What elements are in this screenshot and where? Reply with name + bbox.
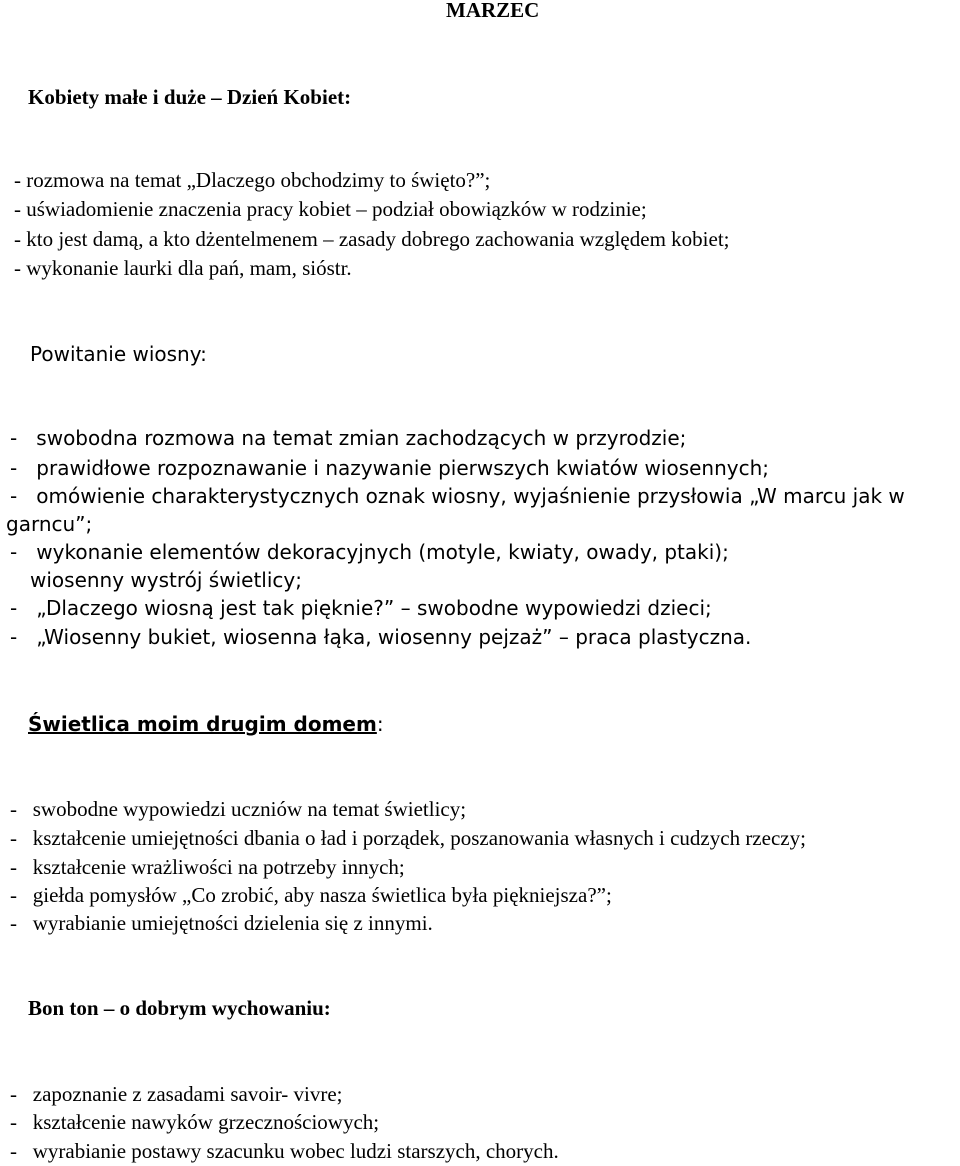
section-heading-powitanie-wiosny: Powitanie wiosny: (30, 342, 207, 366)
section-heading-colon: : (376, 712, 384, 736)
list-item-continuation: garncu”; (6, 512, 93, 536)
list-item: - zapoznanie z zasadami savoir- vivre; (10, 1082, 343, 1106)
list-item: - kształcenie nawyków grzecznościowych; (10, 1110, 380, 1134)
section-heading-swietlica (28, 712, 384, 736)
list-item: - swobodne wypowiedzi uczniów na temat świetlicy; (10, 797, 467, 821)
list-item: - prawidłowe rozpoznawanie i nazywanie pierwszych kwiatów wiosennych; (10, 456, 770, 480)
list-item: - omówienie charakterystycznych oznak wiosny, wyjaśnienie przysłowia „W marcu jak w (10, 484, 905, 508)
list-item: - wykonanie laurki dla pań, mam, sióstr. (14, 256, 352, 280)
list-item: - wyrabianie postawy szacunku wobec ludzi starszych, chorych. (10, 1139, 559, 1163)
list-item: - uświadomienie znaczenia pracy kobiet – podział obowiązków w rodzinie; (14, 197, 647, 221)
list-item: - swobodna rozmowa na temat zmian zachodzących w przyrodzie; (10, 426, 687, 450)
list-item: - „Wiosenny bukiet, wiosenna łąka, wiosenny pejzaż” – praca plastyczna. (10, 625, 752, 649)
section-heading-text: Świetlica moim drugim domem (28, 712, 377, 736)
section-heading-dzien-kobiet: Kobiety małe i duże – Dzień Kobiet: (28, 85, 352, 109)
list-item: - kształcenie umiejętności dbania o ład i porządek, poszanowania własnych i cudzych rzeczy; (10, 826, 806, 850)
list-item: - kto jest damą, a kto dżentelmenem – zasady dobrego zachowania względem kobiet; (14, 227, 730, 251)
list-item: - wyrabianie umiejętności dzielenia się z innymi. (10, 911, 433, 935)
list-item: - „Dlaczego wiosną jest tak pięknie?” – swobodne wypowiedzi dzieci; (10, 596, 712, 620)
list-item-continuation: wiosenny wystrój świetlicy; (30, 568, 302, 592)
section-heading-bon-ton: Bon ton – o dobrym wychowaniu: (28, 996, 331, 1020)
list-item: - rozmowa na temat „Dlaczego obchodzimy to święto?”; (14, 168, 491, 192)
page-title: MARZEC (446, 0, 540, 22)
list-item: - giełda pomysłów „Co zrobić, aby nasza świetlica była piękniejsza?”; (10, 883, 612, 907)
list-item: - kształcenie wrażliwości na potrzeby innych; (10, 855, 405, 879)
list-item: - wykonanie elementów dekoracyjnych (motyle, kwiaty, owady, ptaki); (10, 540, 729, 564)
